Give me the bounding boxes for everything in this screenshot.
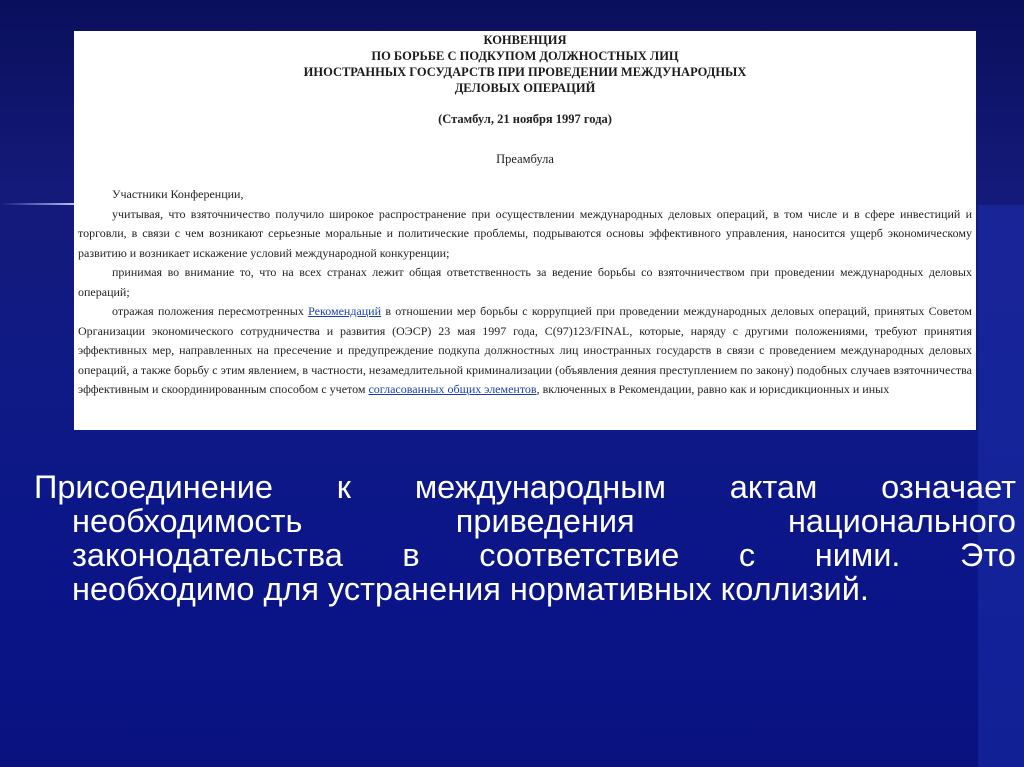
preamble-heading: Преамбула: [496, 152, 554, 166]
recommendations-link[interactable]: Рекомендаций: [308, 304, 382, 318]
title-line-1: КОНВЕНЦИЯ: [483, 33, 567, 47]
caption-line-1: Присоединение к международным актам означает: [34, 469, 1016, 505]
paragraph-3-start: отражая положения пересмотренных: [112, 304, 309, 318]
document-subtitle: (Стамбул, 21 ноября 1997 года): [438, 112, 612, 126]
caption-line-4: необходимо для устранения нормативных коллизий.: [72, 571, 869, 607]
slide-caption: [34, 470, 1016, 606]
participants-line: Участники Конференции,: [112, 187, 244, 201]
document-title: [78, 32, 972, 96]
paragraph-2: принимая во внимание то, что на всех странах лежит общая ответственность за ведение борьбы со взяточничеством при проведении международных деловых операций;: [78, 265, 972, 299]
title-line-3: ИНОСТРАННЫХ ГОСУДАРСТВ ПРИ ПРОВЕДЕНИИ МЕЖДУНАРОДНЫХ: [303, 65, 747, 79]
paragraph-1: учитывая, что взяточничество получило широкое распространение при осуществлении международных деловых операций, в том числе и в сфере инвестиций и торговли, в связи с чем возникают серьезные моральные и политические проблемы, подрываются основы эффективного управления, наносится ущерб экономическому развитию и возникает искажение условий международной конкуренции;: [78, 206, 972, 260]
title-line-4: ДЕЛОВЫХ ОПЕРАЦИЙ: [454, 81, 596, 95]
title-line-2: ПО БОРЬБЕ С ПОДКУПОМ ДОЛЖНОСТНЫХ ЛИЦ: [371, 49, 679, 63]
paragraph-3-middle: в отношении мер борьбы с коррупцией при проведении международных деловых операций, принятых Советом Организации экономического сотрудничества и развития (ОЭСР) 23 мая 1997 года, C(97)123/FINAL, которые, наряду с другими положениями, требуют принятия эффективных мер, направленных на пресечение и предупреждение подкупа должностных лиц иностранных государств в связи с проведением международных деловых операций, а также борьбу с этим явлением, в частности, незамедлительной криминализации (объявления деяния преступлением по закону) подобных случаев взяточничества эффективным и скоординированным способом с учетом: [78, 304, 972, 396]
caption-line-3: законодательства в соответствие с ними. Это: [72, 537, 1016, 573]
document-body: [78, 185, 972, 400]
document-screenshot: [74, 31, 976, 430]
paragraph-3-end: , включенных в Рекомендации, равно как и юрисдикционных и иных: [536, 382, 890, 396]
paragraph-3: [78, 302, 972, 400]
decorative-glow-line: [0, 203, 80, 205]
common-elements-link[interactable]: согласованных общих элементов: [368, 382, 537, 396]
caption-line-2: необходимость приведения национального: [72, 503, 1016, 539]
